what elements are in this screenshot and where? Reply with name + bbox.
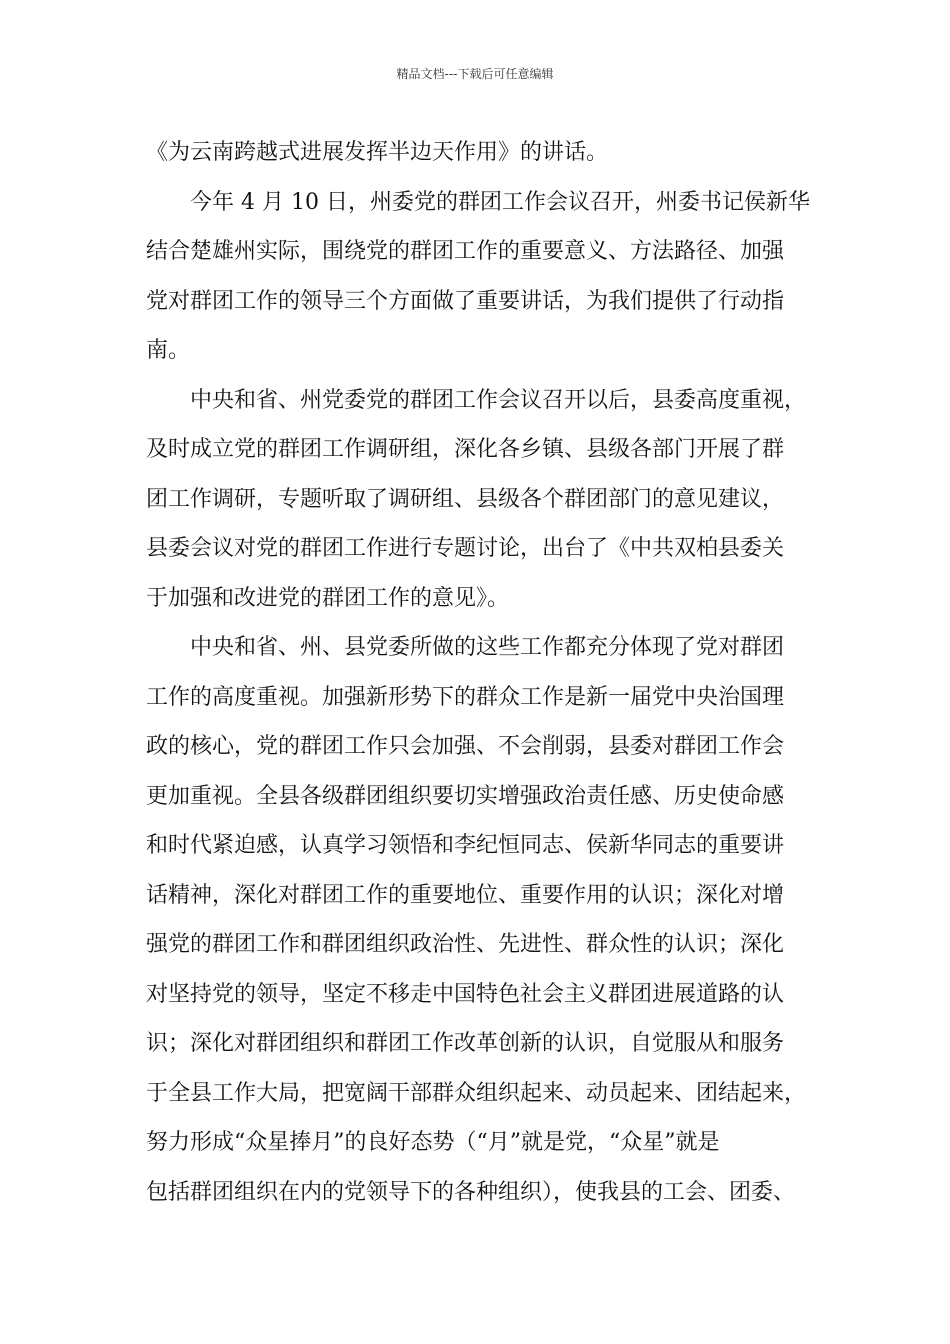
paragraph-first-line: 中央和省、州党委党的群团工作会议召开以后，县委高度重视， xyxy=(190,387,807,413)
text-line: 于全县工作大局，把宽阔干部群众组织起来、动员起来、团结起来， xyxy=(146,1080,807,1106)
text-line: 和时代紧迫感，认真学习领悟和李纪恒同志、侯新华同志的重要讲 xyxy=(146,833,785,858)
text-line: 及时成立党的群团工作调研组，深化各乡镇、县级各部门开展了群 xyxy=(146,437,785,462)
paragraph-first-line: 中央和省、州、县党委所做的这些工作都充分体现了党对群团 xyxy=(190,635,785,660)
text-line: 工作的高度重视。加强新形势下的群众工作是新一届党中央治国理 xyxy=(146,684,785,710)
text-line: 政的核心，党的群团工作只会加强、不会削弱，县委对群团工作会 xyxy=(146,734,785,759)
text-line: 对坚持党的领导，坚定不移走中国特色社会主义群团进展道路的认 xyxy=(146,981,785,1007)
document-body xyxy=(146,128,822,1217)
text-line: 《为云南跨越式进展发挥半边天作用》的讲话。 xyxy=(146,140,609,165)
text-line: 话精神，深化对群团工作的重要地位、重要作用的认识；深化对增 xyxy=(146,882,785,908)
text-line: 结合楚雄州实际，围绕党的群团工作的重要意义、方法路径、加强 xyxy=(146,239,785,264)
text-line: 团工作调研，专题听取了调研组、县级各个群团部门的意见建议， xyxy=(146,486,785,512)
text-line: 更加重视。全县各级群团组织要切实增强政治责任感、历史使命感 xyxy=(146,783,785,809)
text-line: 识；深化对群团组织和群团工作改革创新的认识，自觉服从和服务 xyxy=(146,1031,785,1056)
text-line: 于加强和改进党的群团工作的意见》。 xyxy=(146,585,510,611)
paragraph-first-line: 今年 4 月 10 日，州委党的群团工作会议召开，州委书记侯新华 xyxy=(190,189,810,215)
text-line: 县委会议对党的群团工作进行专题讨论，出台了《中共双柏县委关 xyxy=(146,536,785,561)
text-line: 党对群团工作的领导三个方面做了重要讲话，为我们提供了行动指 xyxy=(146,288,785,314)
text-line: 强党的群团工作和群团组织政治性、先进性、群众性的认识；深化 xyxy=(146,932,785,957)
text-line: 包括群团组织在内的党领导下的各种组织），使我县的工会、团委、 xyxy=(146,1179,796,1205)
text-line: 努力形成“众星捧月”的良好态势（“月”就是党，“众星”就是 xyxy=(146,1130,720,1155)
text-line: 南。 xyxy=(146,338,191,363)
page-header: 精品文档---下载后可任意编辑 xyxy=(396,67,554,81)
